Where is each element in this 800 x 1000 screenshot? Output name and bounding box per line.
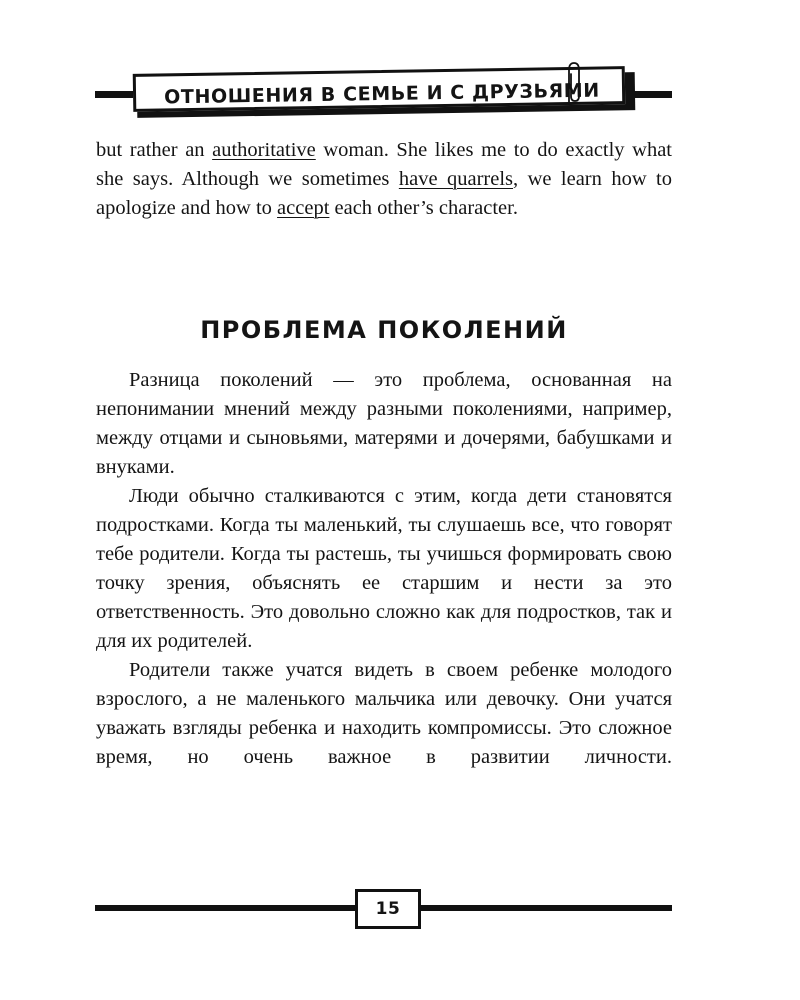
header-rule-right: [630, 91, 672, 98]
text-run: , we learn how to apologize and how to: [96, 168, 673, 219]
running-head-title: ОТНОШЕНИЯ В СЕМЬЕ И С ДРУЗЬЯМИ: [164, 79, 600, 109]
footer-rule-left: [95, 905, 357, 911]
paperclip-icon: [561, 60, 583, 108]
underlined-phrase-have-quarrels: have quarrels: [398, 168, 514, 190]
text-run: woman. She likes me to do exactly what she says. Although we sometimes: [96, 139, 673, 190]
underlined-word-accept: accept: [277, 197, 330, 219]
text-run: each other’s character.: [329, 197, 518, 219]
page-number: 15: [375, 899, 401, 919]
russian-text-block: [96, 366, 672, 772]
footer-rule-right: [420, 905, 672, 911]
paragraph-1: Разница поколений — это проблема, основанная на непонимании мнений между разными поколениями, например, между отцами и сыновьями, матерями и дочерями, бабушками и внуками.: [96, 369, 672, 478]
paragraph-3: Родители также учатся видеть в своем ребенке молодого взрослого, а не маленького мальчика или девочку. Они учатся уважать взгляды ребенка и находить компромиссы. Это сложное время, но очень важное в развитии личности.: [96, 659, 672, 768]
english-text-block: [96, 136, 672, 223]
page-header: [0, 0, 800, 130]
text-run: but rather an: [96, 139, 213, 161]
underlined-word-authoritative: authoritative: [212, 139, 316, 161]
section-heading: ПРОБЛЕМА ПОКОЛЕНИЙ: [200, 316, 568, 344]
english-paragraph: [96, 136, 672, 223]
page-number-box: [355, 889, 421, 929]
paragraph-2: Люди обычно сталкиваются с этим, когда дети становятся подростками. Когда ты маленький, ты слушаешь все, что говорят тебе родители. Когда ты растешь, ты учишься формировать свою точку зрения, объяснять ее старшим и нести за это ответственность. Это довольно сложно как для подростков, так и для их родителей.: [96, 485, 672, 652]
